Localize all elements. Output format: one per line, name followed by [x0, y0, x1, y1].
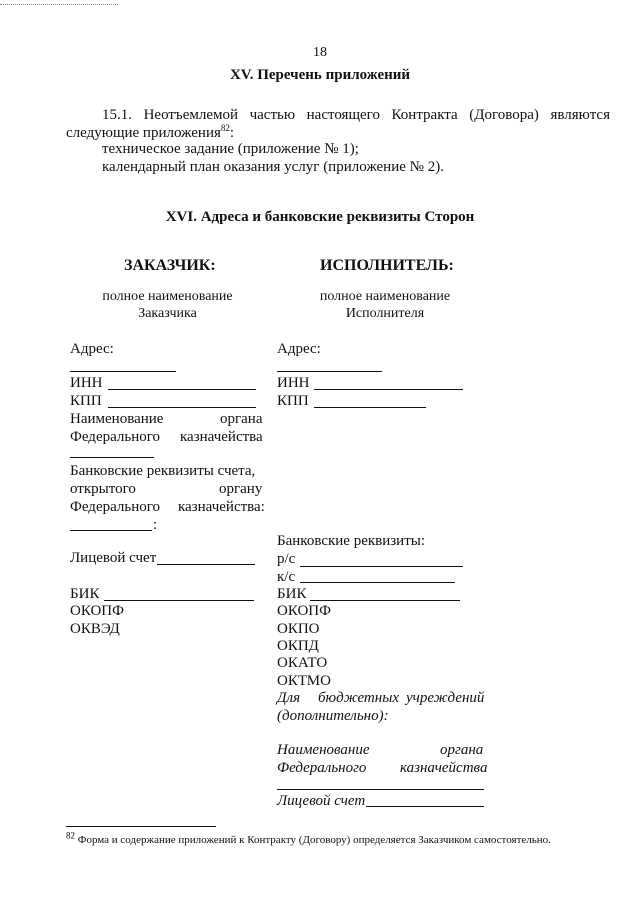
contractor-name-label-2: Исполнителя: [345, 306, 425, 321]
customer-bank-label-line1: Банковские реквизиты счета,: [70, 463, 256, 479]
customer-okved-label: ОКВЭД: [70, 621, 120, 637]
section-15-paragraph-line1: 15.1. Неотъемлемой частью настоящего Контракта (Договора) являются: [102, 107, 610, 123]
contractor-account-field[interactable]: [366, 806, 484, 807]
contractor-treasury-field[interactable]: [277, 789, 484, 790]
customer-treasury-field[interactable]: [70, 457, 154, 458]
contractor-ks-field[interactable]: [300, 582, 455, 583]
customer-title: ЗАКАЗЧИК:: [124, 257, 216, 274]
customer-bank-word4: казначейства:: [178, 499, 265, 515]
contractor-bik-field[interactable]: [310, 600, 460, 601]
appendix-item-2: календарный план оказания услуг (приложение № 2).: [102, 159, 444, 175]
contractor-bik-label: БИК: [277, 586, 307, 602]
contractor-budget-word2: бюджетных: [318, 690, 400, 706]
customer-address-label: Адрес:: [70, 341, 114, 357]
scan-top-mark: [0, 4, 118, 5]
customer-bank-word1: открытого: [70, 481, 136, 497]
page-number: 18: [313, 45, 327, 60]
customer-inn-label: ИНН: [70, 375, 103, 391]
contractor-rs-field[interactable]: [300, 566, 463, 567]
customer-name-label-2: Заказчика: [138, 306, 197, 321]
contractor-address-field[interactable]: [277, 371, 382, 372]
section-15-paragraph-line2: следующие приложения$^{82}$:: [66, 123, 235, 141]
customer-bik-label: БИК: [70, 586, 100, 602]
contractor-kpp-field[interactable]: [314, 407, 426, 408]
customer-treasury-word1: Наименование: [70, 411, 164, 427]
contractor-inn-label: ИНН: [277, 375, 310, 391]
contractor-account-label: Лицевой счет: [277, 793, 366, 809]
contractor-okpo-label: ОКПО: [277, 621, 320, 637]
contractor-treasury-word3: Федерального: [277, 760, 367, 776]
customer-name-label-1: полное наименование: [102, 289, 233, 304]
contractor-address-label: Адрес:: [277, 341, 321, 357]
customer-account-label: Лицевой счет: [70, 550, 157, 566]
customer-okopf-label: ОКОПФ: [70, 603, 124, 619]
contractor-kpp-label: КПП: [277, 393, 309, 409]
contractor-name-label-1: полное наименование: [319, 289, 451, 304]
contractor-rs-label: р/с: [277, 551, 296, 567]
customer-bank-field[interactable]: [70, 530, 152, 531]
customer-account-field[interactable]: [157, 564, 255, 565]
contractor-oktmo-label: ОКТМО: [277, 673, 331, 689]
contractor-treasury-word4: казначейства: [400, 760, 488, 776]
customer-kpp-label: КПП: [70, 393, 102, 409]
customer-treasury-word2: органа: [220, 411, 263, 427]
customer-bank-field-colon: :: [153, 517, 158, 533]
contractor-treasury-word2: органа: [440, 742, 484, 758]
appendix-item-1: техническое задание (приложение № 1);: [102, 141, 359, 157]
contractor-bank-title: Банковские реквизиты:: [277, 533, 426, 549]
customer-bank-word2: органу: [219, 481, 263, 497]
section-16-heading: XVI. Адреса и банковские реквизиты Сторон: [165, 209, 475, 225]
footnote: $^{82}$ Форма и содержание приложений к Контракту (Договору) определяется Заказчиком самостоятельно.: [66, 830, 551, 846]
contractor-budget-line2: (дополнительно):: [277, 708, 389, 724]
contractor-okopf-label: ОКОПФ: [277, 603, 331, 619]
contractor-budget-word1: Для: [277, 690, 301, 706]
contractor-ks-label: к/с: [277, 569, 296, 585]
contractor-inn-field[interactable]: [314, 389, 463, 390]
contractor-treasury-word1: Наименование: [277, 742, 370, 758]
customer-inn-field[interactable]: [108, 389, 256, 390]
contractor-title: ИСПОЛНИТЕЛЬ:: [320, 257, 454, 274]
customer-kpp-field[interactable]: [108, 407, 256, 408]
customer-address-field[interactable]: [70, 371, 176, 372]
footnote-separator: [66, 826, 216, 827]
customer-bik-field[interactable]: [104, 600, 254, 601]
customer-bank-word3: Федерального: [70, 499, 161, 515]
customer-treasury-word4: казначейства: [180, 429, 263, 445]
contractor-budget-word3: учреждений: [406, 690, 485, 706]
contractor-okato-label: ОКАТО: [277, 655, 328, 671]
section-15-heading: XV. Перечень приложений: [229, 67, 411, 83]
customer-treasury-word3: Федерального: [70, 429, 161, 445]
contractor-okpd-label: ОКПД: [277, 638, 319, 654]
